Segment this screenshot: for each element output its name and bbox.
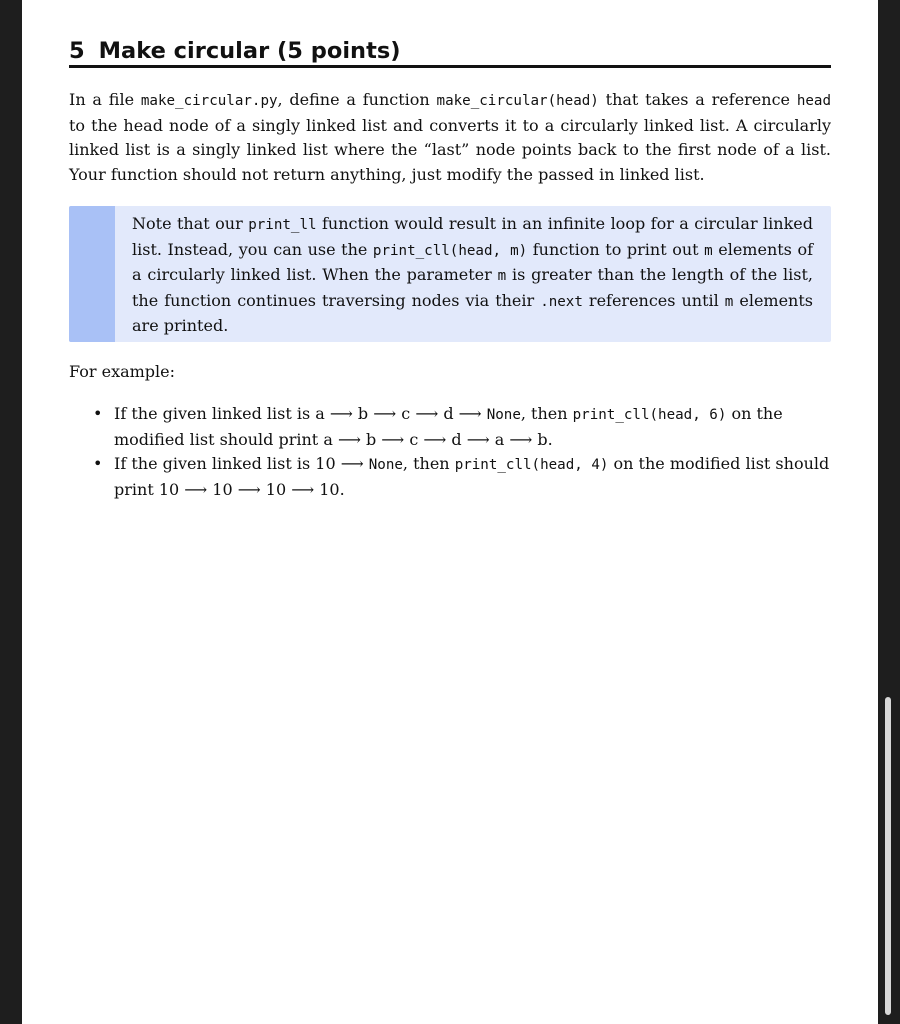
note-text <box>132 212 813 339</box>
intro-text: In a file <box>69 90 141 109</box>
none-code: None <box>486 407 521 423</box>
bullet-icon: • <box>93 404 103 423</box>
example-text: , then <box>520 404 573 423</box>
note-segment: elements are printed. <box>132 290 813 336</box>
note-segment: Note that our <box>132 214 249 233</box>
intro-text: , define a function <box>277 90 437 109</box>
example-list <box>69 402 831 502</box>
m-code: m <box>497 268 507 285</box>
param-code: head <box>796 93 831 109</box>
bullet-icon: • <box>93 454 103 474</box>
example-text: , then <box>402 454 455 474</box>
print-cll-call-code: print_cll(head, 4) <box>454 457 609 474</box>
note-segment: references until <box>582 290 725 310</box>
example-text: If the given linked list is a ⟶ b ⟶ c ⟶ d ⟶ <box>114 404 487 423</box>
next-code: .next <box>540 293 583 310</box>
note-segment: elements of a circularly linked list. When the parameter <box>132 239 814 285</box>
filename-code: make_circular.py <box>140 93 278 109</box>
example-text: on the modified list should print 10 ⟶ 10 ⟶ 10 ⟶ 10. <box>114 454 830 499</box>
intro-paragraph <box>69 88 831 187</box>
note-segment: function to print out <box>527 239 705 259</box>
none-code: None <box>368 457 403 474</box>
print-cll-code: print_cll(head, m) <box>372 242 528 259</box>
intro-text: that takes a reference <box>598 90 797 109</box>
vertical-scrollbar[interactable] <box>885 697 891 1015</box>
note-box <box>69 206 831 342</box>
example-text: on the modified list should print a ⟶ b ⟶ c ⟶ d ⟶ a ⟶ b. <box>114 404 783 449</box>
note-accent-bar <box>69 206 115 342</box>
note-segment: function would result in an infinite loop for a circular linked list. Instead, you can use the <box>132 214 814 259</box>
example-text: If the given linked list is 10 ⟶ <box>114 454 369 474</box>
section-heading <box>69 38 831 68</box>
section-number: 5 <box>69 38 85 64</box>
note-segment: is greater than the length of the list, the function continues traversing nodes via their <box>132 265 814 310</box>
document-page <box>22 0 878 1024</box>
function-signature-code: make_circular(head) <box>436 93 599 109</box>
list-item <box>69 402 831 452</box>
intro-text: to the head node of a singly linked list and converts it to a circularly linked list. A circularly linked list is a singly linked list where the “last” node points back to the first node of a list. Your function should not return anything, just modify the passed in linked list. <box>69 115 831 184</box>
print-ll-code: print_ll <box>248 217 317 233</box>
list-item <box>69 452 831 502</box>
m-code: m <box>724 293 734 310</box>
example-label: For example: <box>69 362 176 381</box>
m-code: m <box>704 242 713 259</box>
section-title: Make circular (5 points) <box>98 38 401 64</box>
print-cll-call-code: print_cll(head, 6) <box>572 407 727 423</box>
